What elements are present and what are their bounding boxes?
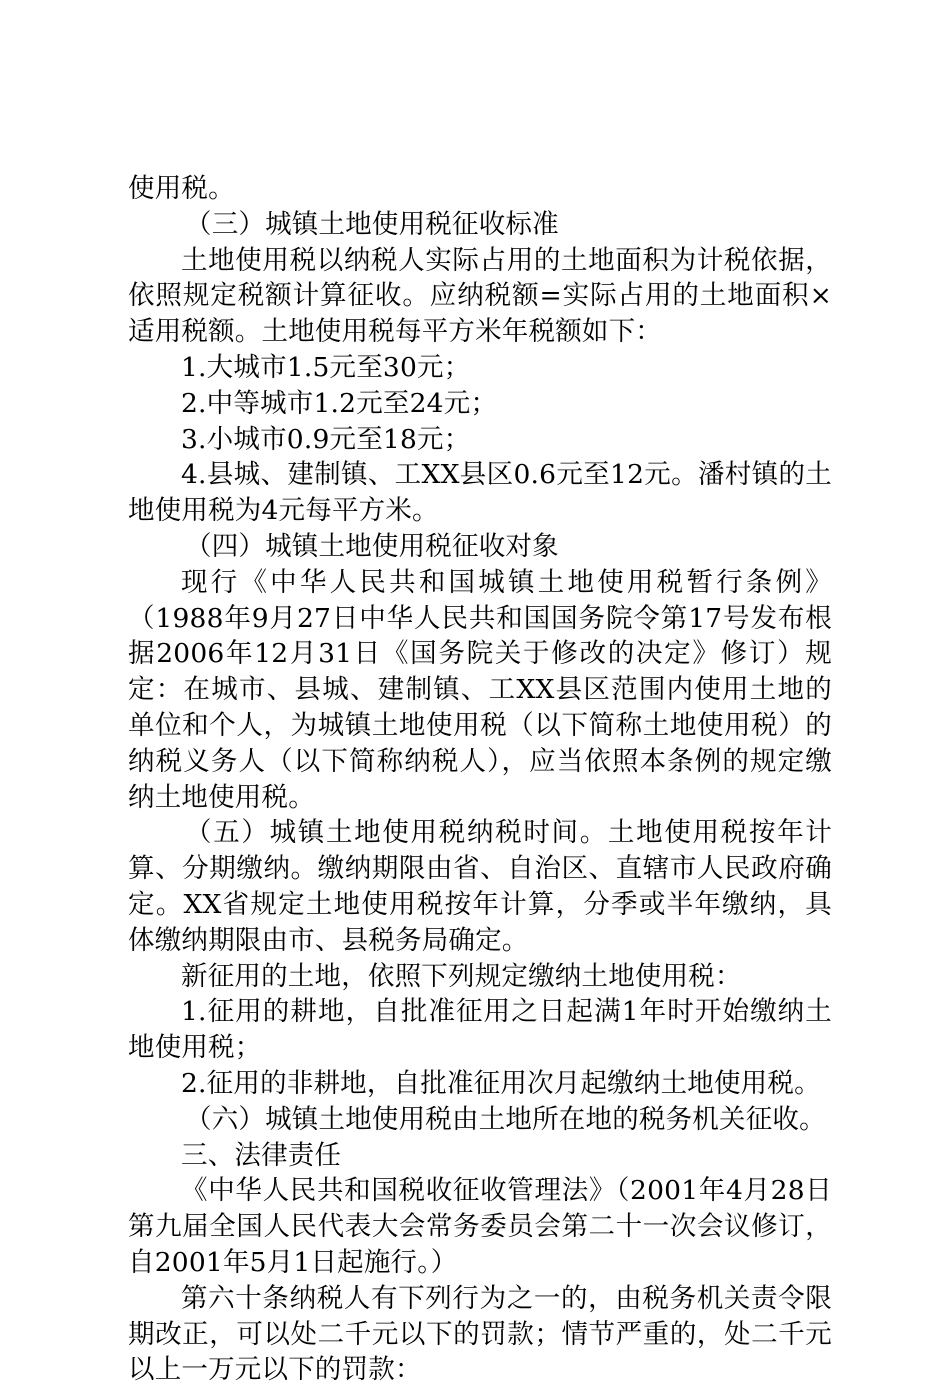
paragraph: 使用税。: [128, 173, 235, 204]
section-heading: （四）城镇土地使用税征收对象: [185, 530, 559, 562]
document-body: [128, 171, 832, 1388]
paragraph: 现行《中华人民共和国城镇土地使用税暂行条例》（1988年9月27日中华人民共和国国务院令第17号发布根据2006年12月31日《国务院关于修改的决定》修订）规定：在城市、县城、建制镇、工XX县区范围内使用土地的单位和个人，为城镇土地使用税（以下简称土地使用税）的纳税义务人（以下简称纳税人），应当依照本条例的规定缴纳土地使用税。: [128, 566, 832, 813]
paragraph: 新征用的土地，依照下列规定缴纳土地使用税：: [181, 960, 742, 992]
paragraph: （五）城镇土地使用税纳税时间。土地使用税按年计算、分期缴纳。缴纳期限由省、自治区、直辖市人民政府确定。XX省规定土地使用税按年计算，分季或半年缴纳，具体缴纳期限由市、县税务局确定。: [128, 817, 832, 956]
list-item: 1.大城市1.5元至30元；: [181, 351, 471, 383]
list-item: 4.县城、建制镇、工XX县区0.6元至12元。潘村镇的土地使用税为4元每平方米。: [128, 459, 832, 527]
paragraph: 第六十条纳税人有下列行为之一的，由税务机关责令限期改正，可以处二千元以下的罚款；情节严重的，处二千元以上一万元以下的罚款：: [128, 1282, 832, 1386]
paragraph: 《中华人民共和国税收征收管理法》（2001年4月28日第九届全国人民代表大会常务委员会第二十一次会议修订，自2001年5月1日起施行。）: [128, 1175, 832, 1278]
section-heading: （三）城镇土地使用税征收标准: [185, 208, 559, 240]
list-item: 1.征用的耕地，自批准征用之日起满1年时开始缴纳土地使用税；: [128, 996, 832, 1064]
list-item: 2.征用的非耕地，自批准征用次月起缴纳土地使用税。: [181, 1067, 821, 1099]
section-heading: 三、法律责任: [181, 1139, 342, 1171]
list-item: 3.小城市0.9元至18元；: [181, 423, 471, 455]
paragraph: 土地使用税以纳税人实际占用的土地面积为计税依据，依照规定税额计算征收。应纳税额=实际占用的土地面积×适用税额。土地使用税每平方米年税额如下：: [128, 244, 832, 348]
section-heading: （六）城镇土地使用税由土地所在地的税务机关征收。: [185, 1103, 826, 1135]
list-item: 2.中等城市1.2元至24元；: [181, 387, 498, 419]
